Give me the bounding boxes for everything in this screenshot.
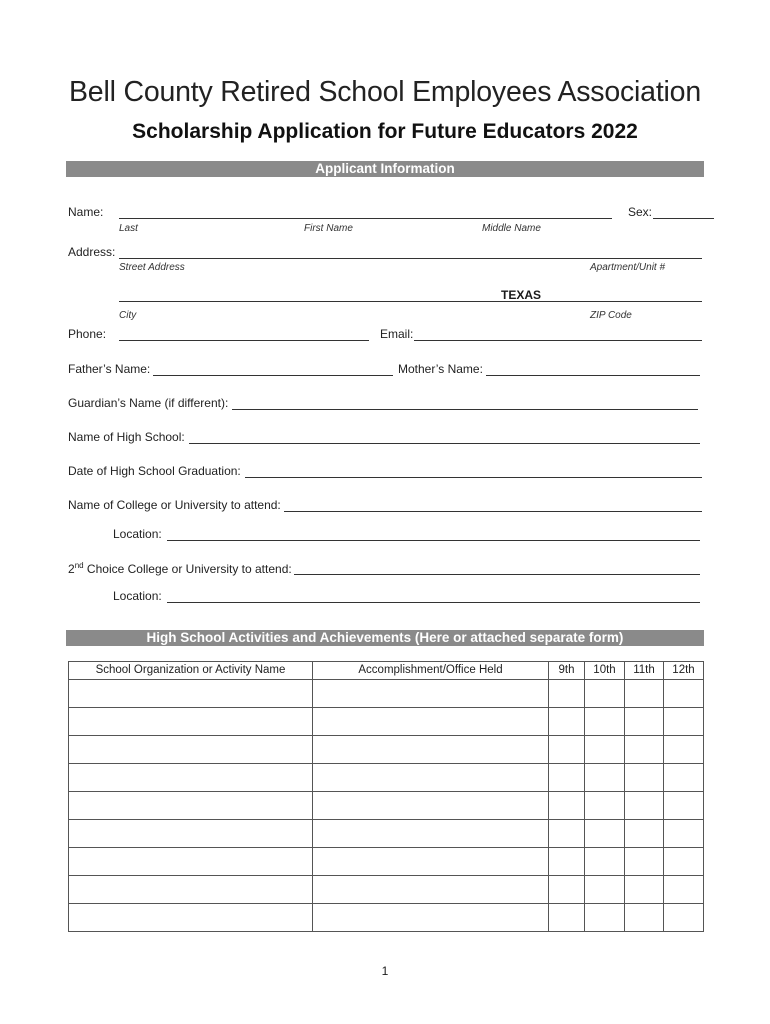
table-row — [69, 820, 704, 848]
accomplishment-cell[interactable] — [313, 904, 549, 932]
applicant-section-header: Applicant Information — [66, 161, 704, 177]
guardian-name-field[interactable] — [232, 409, 698, 410]
grade-11-cell[interactable] — [625, 736, 664, 764]
state-value: TEXAS — [501, 288, 542, 302]
apartment-caption: Apartment/Unit # — [590, 262, 666, 273]
grade-9-cell[interactable] — [549, 820, 585, 848]
activity-name-cell[interactable] — [69, 708, 313, 736]
grade-12-cell[interactable] — [664, 680, 704, 708]
grade-12-cell[interactable] — [664, 904, 704, 932]
col-activity-name: School Organization or Activity Name — [69, 662, 313, 680]
grade-11-cell[interactable] — [625, 764, 664, 792]
table-row — [69, 848, 704, 876]
mother-name-field[interactable] — [486, 375, 700, 376]
table-row — [69, 736, 704, 764]
col-10th: 10th — [585, 662, 625, 680]
grade-10-cell[interactable] — [585, 792, 625, 820]
location2-label: Location: — [113, 589, 162, 603]
street-address-caption: Street Address — [119, 262, 185, 273]
activity-name-cell[interactable] — [69, 764, 313, 792]
second-choice-suffix: nd — [74, 561, 84, 570]
grade-10-cell[interactable] — [585, 848, 625, 876]
activities-header-row — [69, 662, 704, 680]
table-row — [69, 764, 704, 792]
college-label: Name of College or University to attend: — [68, 498, 281, 512]
high-school-field[interactable] — [189, 443, 700, 444]
email-field[interactable] — [414, 340, 702, 341]
activity-name-cell[interactable] — [69, 736, 313, 764]
table-row — [69, 876, 704, 904]
city-caption: City — [119, 310, 137, 321]
first-name-caption: First Name — [304, 223, 353, 234]
grade-10-cell[interactable] — [585, 876, 625, 904]
activities-table — [68, 661, 704, 932]
accomplishment-cell[interactable] — [313, 736, 549, 764]
grade-12-cell[interactable] — [664, 708, 704, 736]
graduation-date-field[interactable] — [245, 477, 702, 478]
grade-9-cell[interactable] — [549, 736, 585, 764]
location2-field[interactable] — [167, 602, 700, 603]
accomplishment-cell[interactable] — [313, 792, 549, 820]
grade-12-cell[interactable] — [664, 876, 704, 904]
accomplishment-cell[interactable] — [313, 764, 549, 792]
grade-11-cell[interactable] — [625, 904, 664, 932]
grade-11-cell[interactable] — [625, 848, 664, 876]
grade-10-cell[interactable] — [585, 680, 625, 708]
grade-12-cell[interactable] — [664, 848, 704, 876]
grade-10-cell[interactable] — [585, 736, 625, 764]
grade-10-cell[interactable] — [585, 904, 625, 932]
grade-10-cell[interactable] — [585, 764, 625, 792]
grade-12-cell[interactable] — [664, 736, 704, 764]
grade-9-cell[interactable] — [549, 708, 585, 736]
grade-12-cell[interactable] — [664, 792, 704, 820]
phone-label: Phone: — [68, 327, 107, 341]
father-name-field[interactable] — [153, 375, 393, 376]
page-number: 1 — [381, 964, 389, 978]
grade-9-cell[interactable] — [549, 792, 585, 820]
location-field[interactable] — [167, 540, 700, 541]
grade-9-cell[interactable] — [549, 680, 585, 708]
grade-12-cell[interactable] — [664, 820, 704, 848]
zip-caption: ZIP Code — [590, 310, 632, 321]
activity-name-cell[interactable] — [69, 904, 313, 932]
activities-section-header: High School Activities and Achievements (Here or attached separate form) — [66, 630, 704, 646]
location-label: Location: — [113, 527, 162, 541]
mother-name-label: Mother’s Name: — [398, 362, 483, 376]
address-label: Address: — [68, 245, 116, 259]
name-field[interactable] — [119, 218, 612, 219]
accomplishment-cell[interactable] — [313, 848, 549, 876]
activity-name-cell[interactable] — [69, 876, 313, 904]
activity-name-cell[interactable] — [69, 820, 313, 848]
col-11th: 11th — [625, 662, 664, 680]
grade-11-cell[interactable] — [625, 680, 664, 708]
activity-name-cell[interactable] — [69, 680, 313, 708]
form-title: Scholarship Application for Future Educators 2022 — [132, 120, 638, 143]
grade-11-cell[interactable] — [625, 876, 664, 904]
table-row — [69, 680, 704, 708]
col-accomplishment: Accomplishment/Office Held — [313, 662, 549, 680]
col-12th: 12th — [664, 662, 704, 680]
father-name-label: Father’s Name: — [68, 362, 151, 376]
graduation-date-label: Date of High School Graduation: — [68, 464, 241, 478]
high-school-label: Name of High School: — [68, 430, 185, 444]
grade-10-cell[interactable] — [585, 708, 625, 736]
city-state-zip-field[interactable] — [119, 301, 702, 302]
grade-10-cell[interactable] — [585, 820, 625, 848]
second-choice-text: Choice College or University to attend: — [83, 562, 292, 576]
second-choice-number: 2 — [68, 562, 75, 576]
table-row — [69, 792, 704, 820]
col-9th: 9th — [549, 662, 585, 680]
guardian-name-label: Guardian’s Name (if different): — [68, 396, 229, 410]
activity-name-cell[interactable] — [69, 848, 313, 876]
grade-9-cell[interactable] — [549, 876, 585, 904]
name-label: Name: — [68, 205, 104, 219]
accomplishment-cell[interactable] — [313, 820, 549, 848]
accomplishment-cell[interactable] — [313, 876, 549, 904]
grade-11-cell[interactable] — [625, 820, 664, 848]
activity-name-cell[interactable] — [69, 792, 313, 820]
table-row — [69, 904, 704, 932]
street-address-field[interactable] — [119, 258, 702, 259]
sex-label: Sex: — [628, 205, 653, 219]
email-label: Email: — [380, 327, 414, 341]
grade-9-cell[interactable] — [549, 848, 585, 876]
grade-11-cell[interactable] — [625, 792, 664, 820]
org-title: Bell County Retired School Employees Association — [69, 76, 701, 108]
second-choice-college-field[interactable] — [294, 574, 700, 575]
accomplishment-cell[interactable] — [313, 708, 549, 736]
sex-field[interactable] — [653, 218, 714, 219]
grade-9-cell[interactable] — [549, 764, 585, 792]
phone-field[interactable] — [119, 340, 369, 341]
college-field[interactable] — [284, 511, 702, 512]
middle-name-caption: Middle Name — [482, 223, 541, 234]
table-row — [69, 708, 704, 736]
accomplishment-cell[interactable] — [313, 680, 549, 708]
grade-11-cell[interactable] — [625, 708, 664, 736]
grade-12-cell[interactable] — [664, 764, 704, 792]
last-name-caption: Last — [119, 223, 138, 234]
grade-9-cell[interactable] — [549, 904, 585, 932]
second-choice-college-label — [68, 561, 292, 576]
